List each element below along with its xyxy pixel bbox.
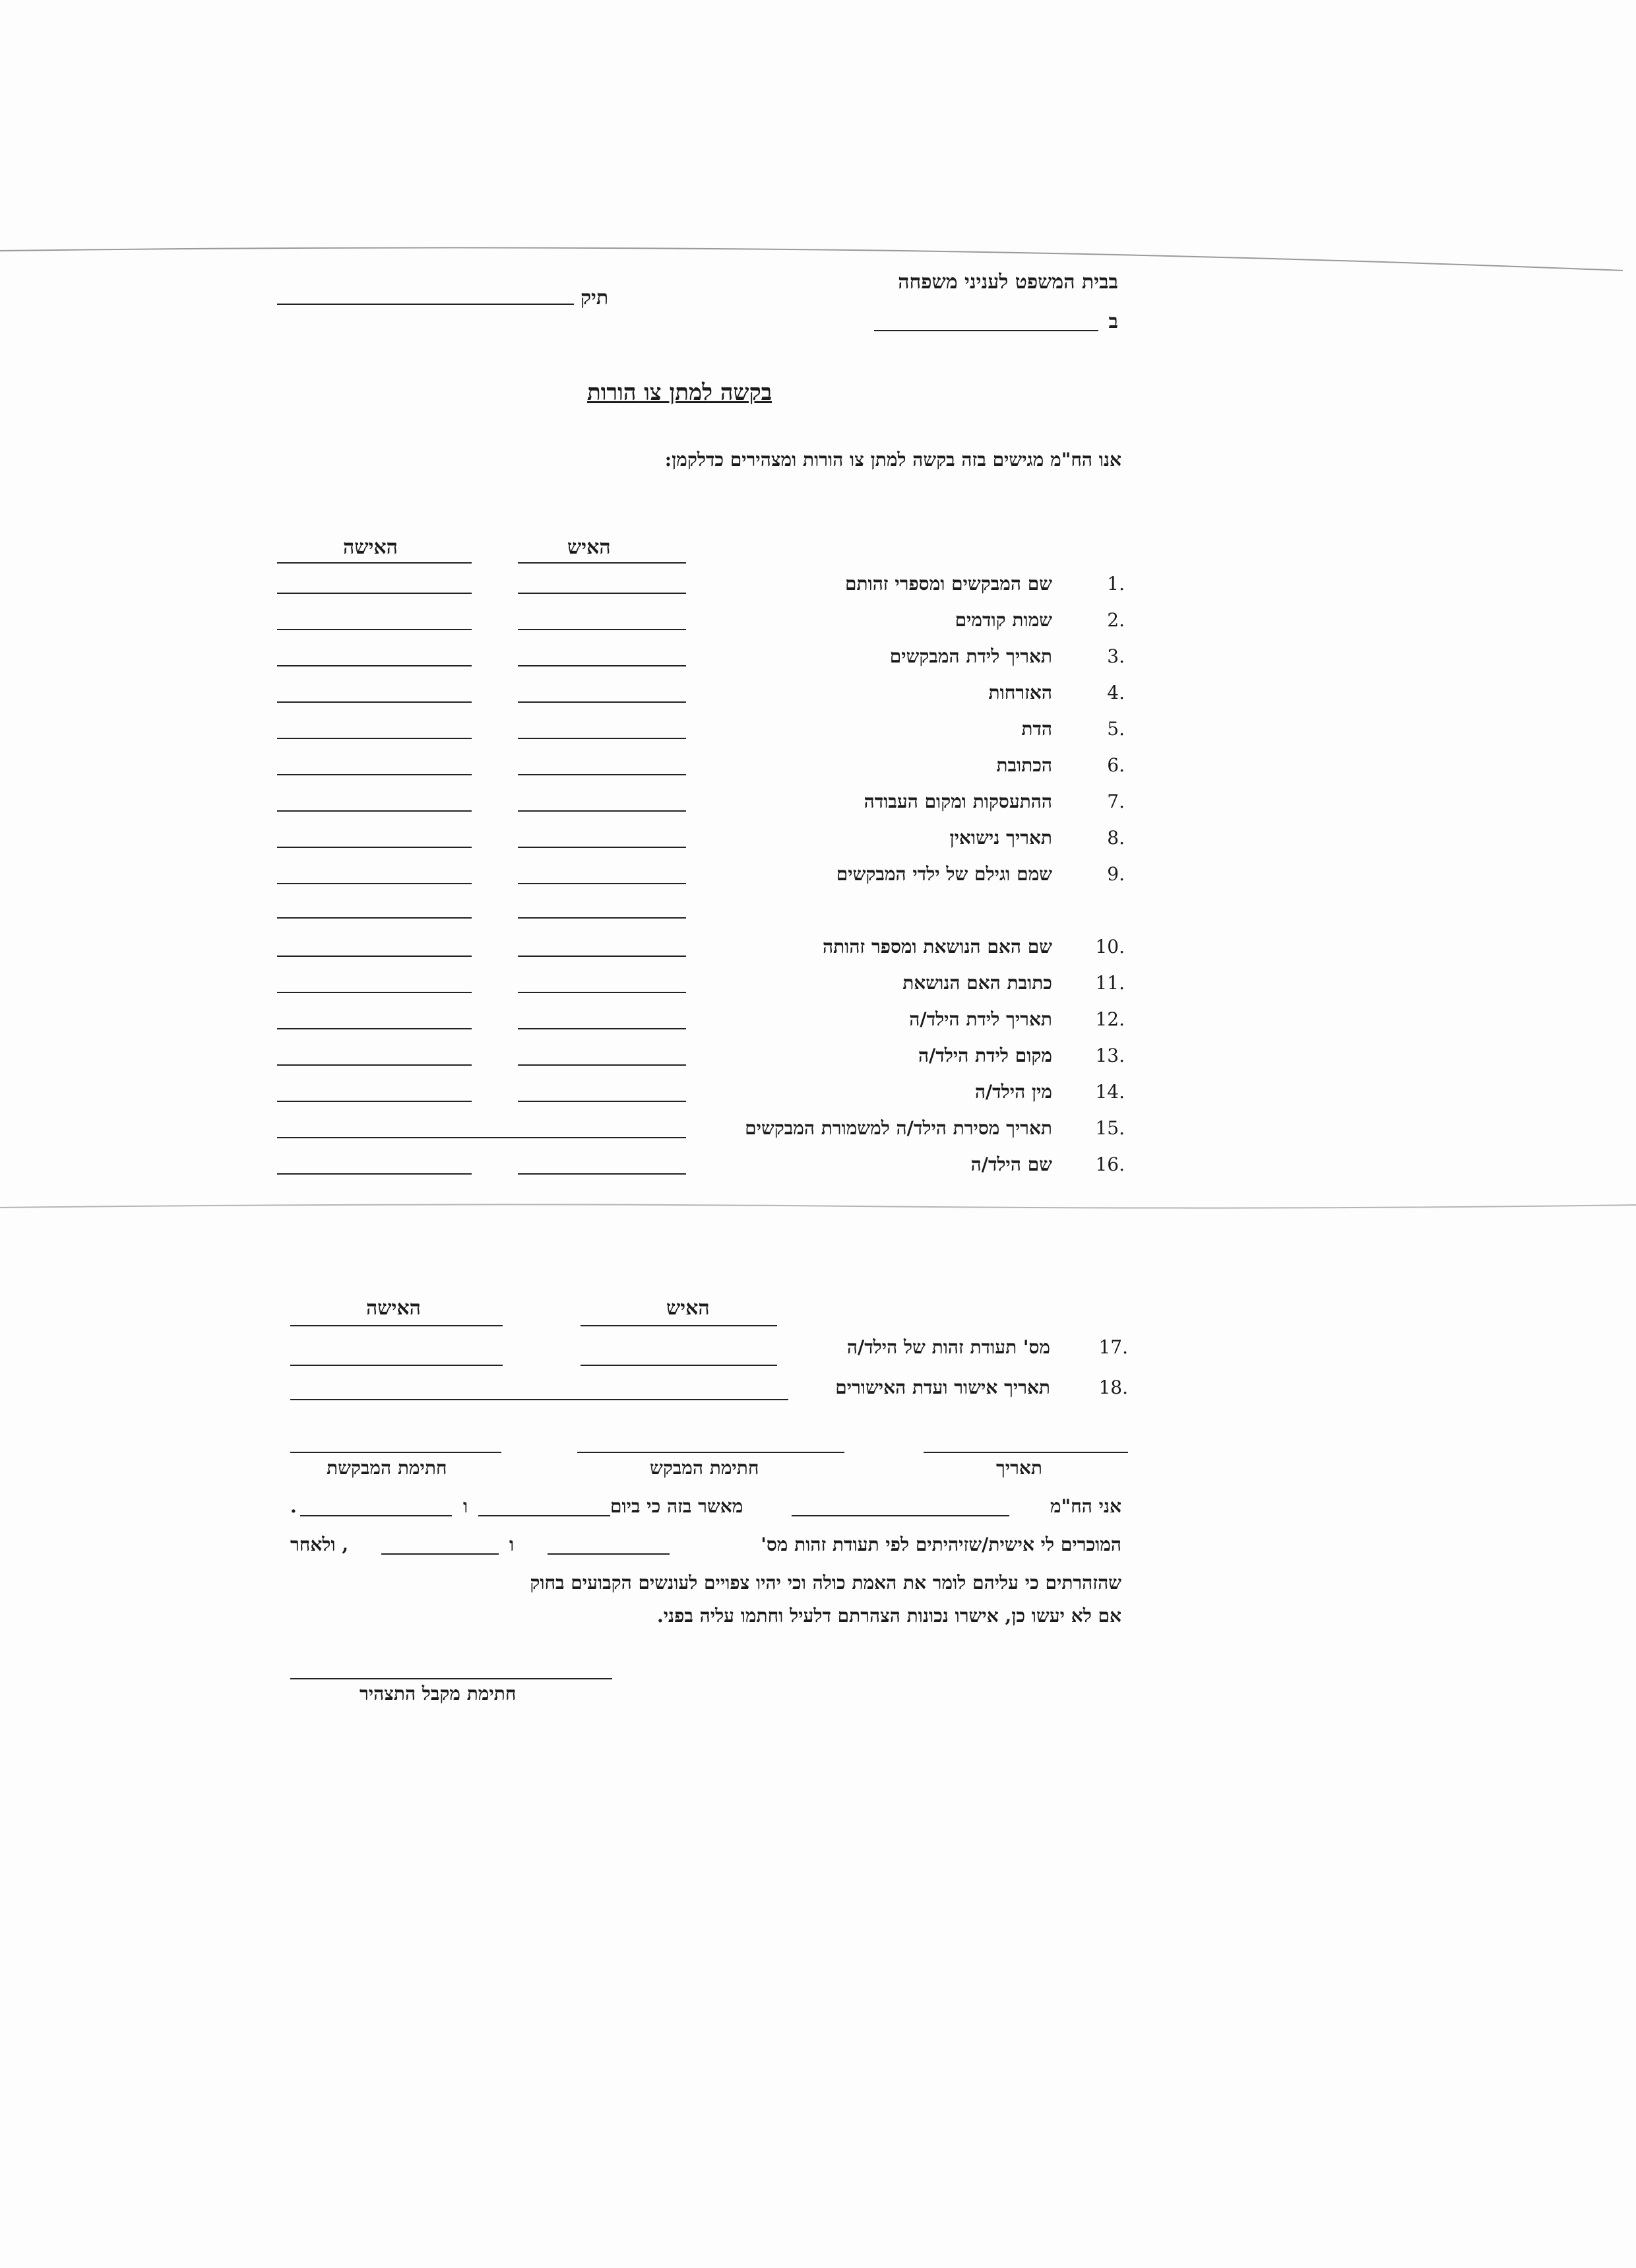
item-man-field[interactable] [518, 629, 686, 630]
item-number: 14. [1095, 1081, 1125, 1103]
item-woman-field[interactable] [277, 774, 472, 775]
section2-header-woman: האישה [366, 1297, 421, 1320]
item-9-extra-field[interactable] [518, 917, 686, 919]
item-woman-field[interactable] [277, 593, 472, 594]
section2-man-underline [581, 1325, 777, 1326]
item-label: מין הילד/ה [974, 1081, 1052, 1103]
decl-line3: שהזהרתים כי עליהם לומר את האמת כולה וכי יהיו צפויים לעונשים הקבועים בחוק [530, 1572, 1121, 1594]
item-woman-field[interactable] [277, 1064, 472, 1066]
item-man-field[interactable] [518, 774, 686, 775]
date-label: תאריך [996, 1457, 1042, 1479]
item-label: ההתעסקות ומקום העבודה [864, 791, 1052, 812]
item-label: הדת [1021, 718, 1052, 740]
item-woman-field[interactable] [277, 810, 472, 812]
item-label: הכתובת [996, 754, 1052, 776]
item-number: 16. [1095, 1153, 1125, 1175]
item-number: 15. [1095, 1117, 1125, 1139]
item-man-field[interactable] [518, 738, 686, 739]
decl-line1-c: ו [463, 1495, 468, 1517]
section2-woman-underline [290, 1325, 503, 1326]
court-heading: בבית המשפט לעניני משפחה [898, 271, 1118, 294]
decl-line2-a: המוכרים לי אישית/שזיהיתים לפי תעודת זהות מס' [761, 1534, 1121, 1555]
applicant-f-signature-line[interactable] [290, 1452, 501, 1453]
item-woman-field[interactable] [277, 738, 472, 739]
item-man-field[interactable] [518, 992, 686, 993]
item-woman-field[interactable] [277, 665, 472, 666]
item-number: 1. [1107, 573, 1125, 595]
item-man-field[interactable] [518, 665, 686, 666]
court-prefix: ב [1108, 310, 1118, 333]
section2-header-man: האיש [666, 1297, 710, 1320]
column-header-woman-underline [277, 562, 472, 564]
item-man-field[interactable] [518, 1064, 686, 1066]
item-label: תאריך מסירת הילד/ה למשמורת המבקשים [745, 1117, 1052, 1139]
page-title: בקשה למתן צו הורות [587, 379, 772, 406]
item-woman-field[interactable] [277, 1173, 472, 1175]
item-number: 11. [1095, 972, 1125, 994]
intro-text: אנו הח"מ מגישים בזה בקשה למתן צו הורות ומצהירים כדלקמן: [664, 449, 1121, 470]
item-label: כתובת האם הנושאת [902, 972, 1052, 994]
item-9-extra-field[interactable] [277, 917, 472, 919]
item-man-field[interactable] [518, 847, 686, 848]
item-17-number: 17. [1098, 1336, 1128, 1358]
file-label: תיק [581, 286, 609, 309]
applicant-f-label: חתימת המבקשת [327, 1457, 447, 1479]
applicant-m-label: חתימת המבקש [650, 1457, 759, 1479]
item-number: 7. [1107, 791, 1125, 812]
item-number: 3. [1107, 645, 1125, 667]
decl-line1-a: אני הח"מ [1050, 1495, 1121, 1517]
item-man-field[interactable] [518, 810, 686, 812]
item-woman-field[interactable] [277, 847, 472, 848]
item-18-label: תאריך אישור ועדת האישורים [835, 1377, 1050, 1398]
item-label: שם האם הנושאת ומספר זהותה [822, 936, 1052, 957]
applicant-m-signature-line[interactable] [577, 1452, 844, 1453]
item-woman-field[interactable] [277, 629, 472, 630]
item-man-field[interactable] [518, 1028, 686, 1029]
court-name-line[interactable] [874, 330, 1098, 331]
decl-line1-b: מאשר בזה כי ביום [610, 1495, 743, 1517]
decl-person2-field[interactable] [300, 1515, 452, 1516]
item-number: 4. [1107, 682, 1125, 703]
item-man-field[interactable] [518, 1173, 686, 1175]
item-woman-field[interactable] [277, 883, 472, 884]
item-18-field[interactable] [290, 1399, 788, 1400]
item-man-field[interactable] [518, 1101, 686, 1102]
item-man-field[interactable] [518, 956, 686, 957]
item-number: 10. [1095, 936, 1125, 957]
decl-id1-field[interactable] [548, 1553, 670, 1555]
item-label: תאריך לידת הילד/ה [909, 1008, 1052, 1030]
decl-line2-b: ו [509, 1534, 515, 1555]
item-label: האזרחות [988, 682, 1052, 703]
decl-line2-c: , ולאחר [290, 1534, 349, 1555]
file-number-line[interactable] [277, 304, 574, 305]
item-woman-field[interactable] [277, 1101, 472, 1102]
item-man-field[interactable] [518, 593, 686, 594]
item-man-field[interactable] [518, 883, 686, 884]
item-label: תאריך לידת המבקשים [889, 645, 1052, 667]
receiver-signature-line[interactable] [290, 1678, 612, 1679]
item-label: שמם וגילם של ילדי המבקשים [836, 863, 1052, 885]
item-woman-field[interactable] [277, 701, 472, 703]
column-header-man-underline [518, 562, 686, 564]
item-number: 2. [1107, 609, 1125, 631]
item-17-man-field[interactable] [581, 1365, 777, 1366]
decl-period: . [290, 1495, 297, 1517]
item-17-woman-field[interactable] [290, 1365, 503, 1366]
column-header-woman: האישה [343, 536, 398, 559]
item-label: שם הילד/ה [970, 1153, 1052, 1175]
item-man-field[interactable] [518, 701, 686, 703]
item-label: תאריך נישואין [949, 827, 1052, 849]
receiver-signature-label: חתימת מקבל התצהיר [360, 1683, 517, 1704]
item-number: 6. [1107, 754, 1125, 776]
item-woman-field[interactable] [277, 956, 472, 957]
item-17-label: מס' תעודת זהות של הילד/ה [846, 1336, 1050, 1358]
item-label: מקום לידת הילד/ה [918, 1045, 1052, 1066]
decl-line4: אם לא יעשו כן, אישרו נכונות הצהרתם דלעיל וחתמו עליה בפני. [656, 1605, 1121, 1627]
item-18-number: 18. [1098, 1377, 1128, 1398]
item-field-wide[interactable] [277, 1137, 686, 1138]
item-number: 13. [1095, 1045, 1125, 1066]
decl-date-field[interactable] [478, 1515, 610, 1516]
decl-id2-field[interactable] [381, 1553, 499, 1555]
date-signature-line[interactable] [924, 1452, 1128, 1453]
item-number: 9. [1107, 863, 1125, 885]
column-header-man: האיש [567, 536, 611, 559]
item-label: שם המבקשים ומספרי זהותם [844, 573, 1052, 595]
item-woman-field[interactable] [277, 1028, 472, 1029]
item-woman-field[interactable] [277, 992, 472, 993]
decl-name-field[interactable] [792, 1515, 1009, 1516]
item-label: שמות קודמים [955, 609, 1052, 631]
item-number: 8. [1107, 827, 1125, 849]
item-number: 12. [1095, 1008, 1125, 1030]
item-number: 5. [1107, 718, 1125, 740]
